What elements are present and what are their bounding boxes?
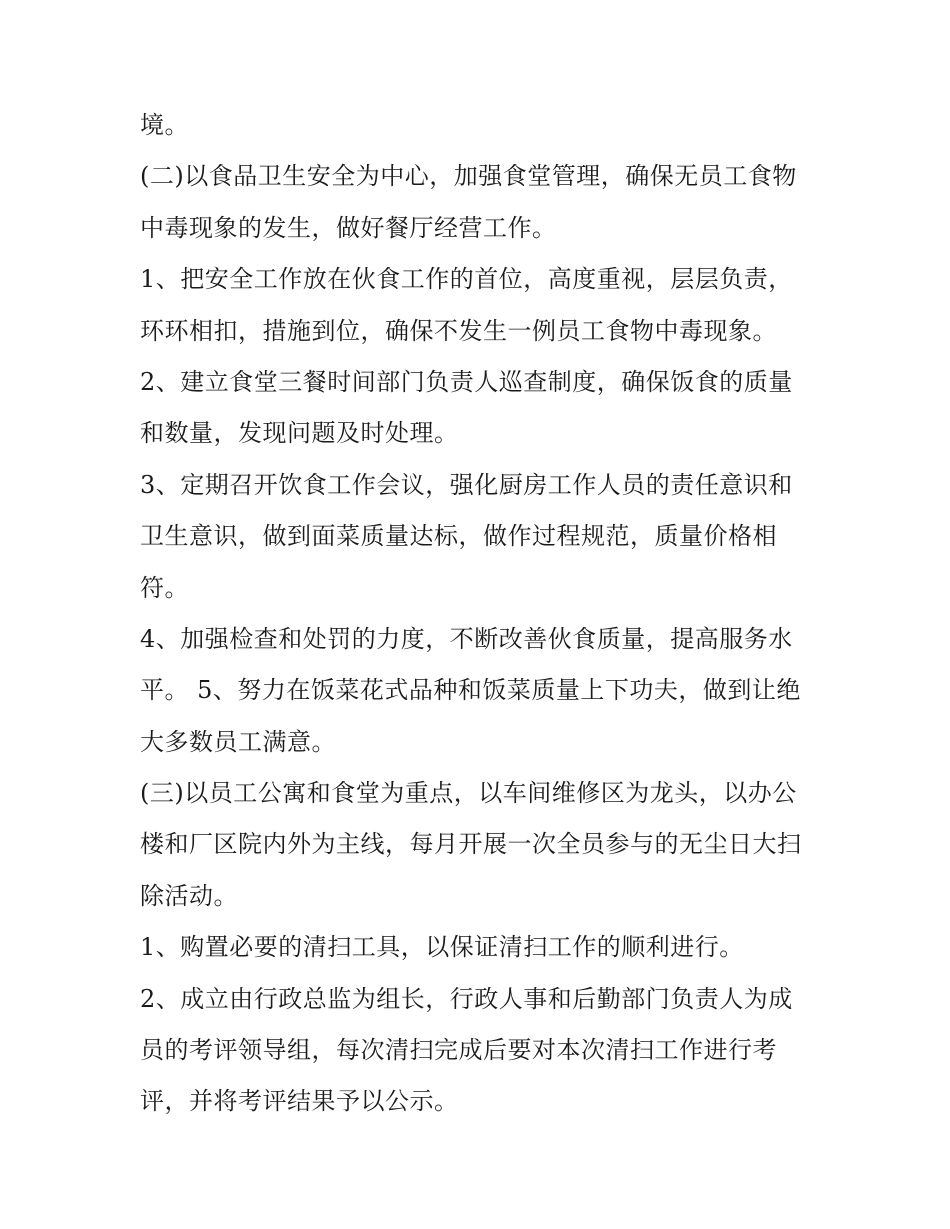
- text-line: 楼和厂区院内外为主线，每月开展一次全员参与的无尘日大扫: [140, 830, 802, 859]
- text-line: 环环相扣，措施到位，确保不发生一例员工食物中毒现象。: [140, 316, 777, 345]
- text-line: 大多数员工满意。: [140, 727, 336, 756]
- text-line: 2、成立由行政总监为组长，行政人事和后勤部门负责人为成: [140, 984, 793, 1013]
- text-line: 评，并将考评结果予以公示。: [140, 1087, 459, 1116]
- text-line: 除活动。: [140, 881, 238, 910]
- text-line: 1、把安全工作放在伙食工作的首位，高度重视，层层负责，: [140, 265, 793, 294]
- text-line: (三)以员工公寓和食堂为重点，以车间维修区为龙头，以办公: [140, 779, 797, 808]
- text-line: 3、定期召开饮食工作会议，强化厨房工作人员的责任意识和: [140, 470, 793, 499]
- text-line: 员的考评领导组，每次清扫完成后要对本次清扫工作进行考: [140, 1036, 777, 1065]
- text-line: 4、加强检查和处罚的力度，不断改善伙食质量，提高服务水: [140, 624, 793, 653]
- text-line: 卫生意识，做到面菜质量达标，做作过程规范，质量价格相: [140, 522, 777, 551]
- text-line: 平。 5、努力在饭菜花式品种和饭菜质量上下功夫，做到让绝: [140, 676, 801, 705]
- text-line: 符。: [140, 573, 189, 602]
- text-line: 和数量，发现问题及时处理。: [140, 419, 459, 448]
- text-line: (二)以食品卫生安全为中心，加强食堂管理，确保无员工食物: [140, 162, 797, 191]
- text-line: 中毒现象的发生，做好餐厅经营工作。: [140, 213, 557, 242]
- text-line: 境。: [140, 111, 189, 139]
- text-line: 2、建立食堂三餐时间部门负责人巡查制度，确保饭食的质量: [140, 367, 793, 396]
- document-page: [140, 100, 820, 1128]
- text-line: 1、购置必要的清扫工具，以保证清扫工作的顺利进行。: [140, 933, 744, 962]
